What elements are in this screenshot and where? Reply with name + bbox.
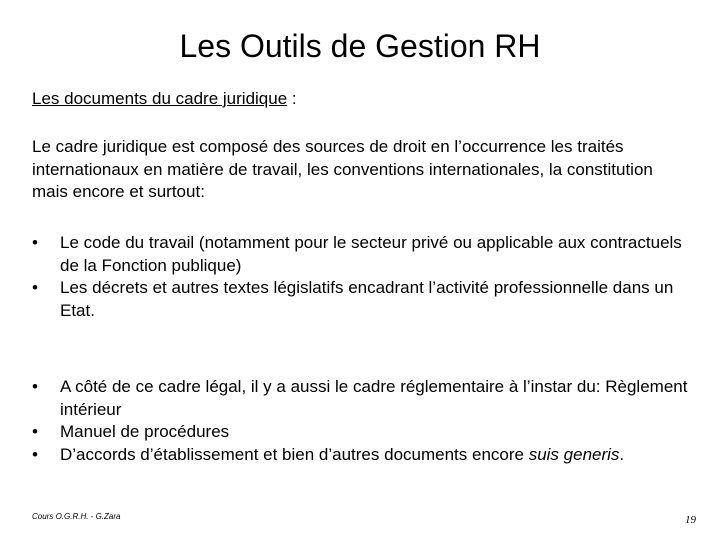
list-item-end: .	[619, 444, 625, 464]
bullet-icon: •	[32, 444, 38, 464]
list-item-italic-text: suis generis	[528, 444, 620, 464]
bullet-icon: •	[32, 233, 38, 252]
list-item	[32, 232, 692, 277]
bullet-icon: •	[32, 377, 38, 396]
section-heading	[32, 88, 297, 110]
list-item-text: Les décrets et autres textes législatifs encadrant l’activité professionnelle dans un Etat.	[60, 278, 674, 320]
list-item	[32, 444, 692, 467]
bullet-icon: •	[32, 422, 38, 441]
bullet-icon: •	[32, 278, 38, 297]
list-item-text: Manuel de procédures	[60, 422, 230, 441]
list-item-text: D’accords d’établissement et bien d’autres documents encore	[60, 444, 529, 464]
bullet-list-legal	[32, 232, 692, 322]
list-item	[32, 277, 692, 322]
list-item-text: A côté de ce cadre légal, il y a aussi le cadre réglementaire à l’instar du: Règlement intérieur	[60, 377, 688, 419]
bullet-list-regulatory	[32, 376, 692, 466]
section-heading-suffix: :	[287, 89, 297, 108]
list-item-text: Le code du travail (notamment pour le secteur privé ou applicable aux contractuels de la Fonction publique)	[60, 233, 682, 275]
section-heading-text: Les documents du cadre juridique	[32, 89, 288, 108]
list-item	[32, 421, 692, 444]
list-item	[32, 376, 692, 421]
page-number: 19	[685, 514, 696, 526]
intro-paragraph: Le cadre juridique est composé des sources de droit en l’occurrence les traités internationaux en matière de travail, les conventions internationales, la constitution mais encore et surtout:	[32, 137, 653, 201]
slide-title: Les Outils de Gestion RH	[179, 28, 541, 64]
footer-course-label: Cours O.G.R.H. - G.Zara	[32, 512, 121, 521]
